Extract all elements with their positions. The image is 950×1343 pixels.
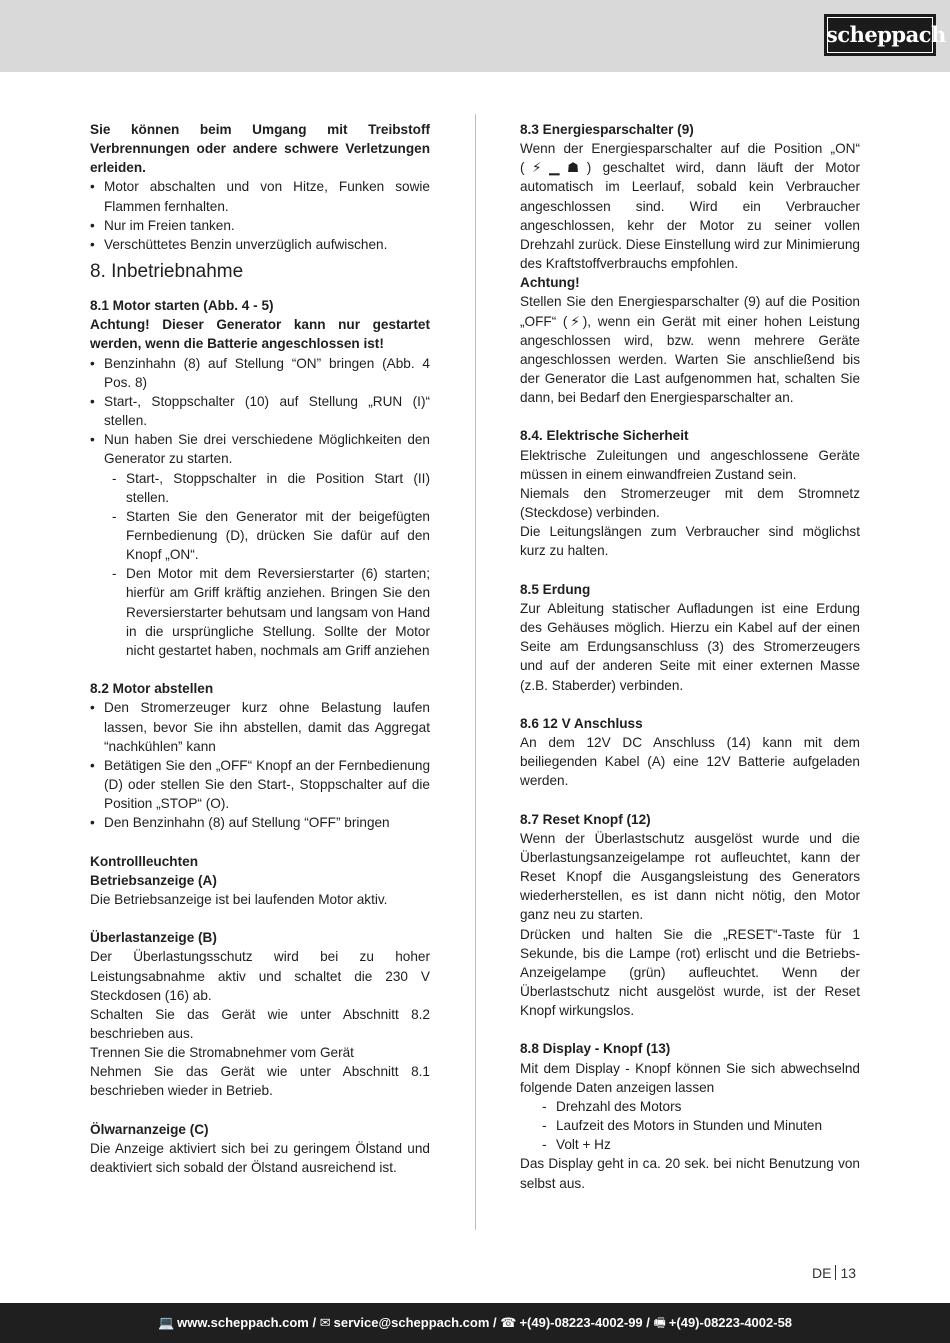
start-options-list [90, 469, 430, 661]
list-item: • Start-, Stoppschalter (10) auf Stellung „RUN (I)“ stellen. [90, 392, 430, 430]
lights-c-text: Die Anzeige aktiviert sich bei zu geringem Ölstand und deaktiviert sich sobald der Ölstand ausreichend ist. [90, 1140, 430, 1176]
display-data-list [520, 1097, 860, 1154]
list-item: • Den Stromerzeuger kurz ohne Belastung laufen lassen, bevor Sie ihn abstellen, damit das Aggregat “nachkühlen” kann [90, 698, 430, 755]
section-8-5-title: 8.5 Erdung [520, 581, 591, 597]
lights-b-text: Trennen Sie die Stromabnehmer vom Gerät [90, 1045, 354, 1061]
list-item: - Den Motor mit dem Reversierstarter (6) starten; hierfür am Griff kräftig anziehen. Bringen Sie den Reversierstarter behutsam und langsam von Hand in die ursprüngliche Stellung. Sollte der Motor nicht gestartet haben, nochmals am Griff anziehen [112, 564, 430, 660]
section-8-3-warning: Achtung! [520, 275, 580, 291]
fuel-warning: Sie können beim Umgang mit Treibstoff Verbrennungen oder andere schwere Verletzungen erleiden. [90, 122, 430, 176]
list-item: • Den Benzinhahn (8) auf Stellung “OFF” bringen [90, 813, 430, 832]
list-item: - Start-, Stoppschalter in die Position Start (II) stellen. [112, 469, 430, 507]
computer-icon: 💻 [157, 1315, 175, 1330]
list-item: • Betätigen Sie den „OFF“ Knopf an der Fernbedienung (D) oder stellen Sie den Start-, Stoppschalter auf die Position „STOP“ (O). [90, 756, 430, 813]
section-8-3-text: Stellen Sie den Energiesparschalter (9) auf die Position „OFF“ (⚡︎), wenn ein Gerät mit einer hohen Leistung angeschlossen wird, bzw. wenn mehrere Geräte angeschlossen werden. Warten Sie anschließend bis der Generator die Last aufgenommen hat, schalten Sie dann, bei Bedarf den Energiesparschalter an. [520, 294, 860, 406]
section-8-7-title: 8.7 Reset Knopf (12) [520, 811, 651, 827]
page-language: DE [812, 1265, 832, 1281]
list-item: • Nur im Freien tanken. [90, 216, 430, 235]
list-item: - Drehzahl des Motors [542, 1097, 860, 1116]
section-8-8-title: 8.8 Display - Knopf (13) [520, 1041, 671, 1057]
lights-b-text: Nehmen Sie das Gerät wie unter Abschnitt 8.1 beschrieben wieder in Betrieb. [90, 1064, 430, 1099]
start-steps-list [90, 354, 430, 469]
section-8-7-text: Drücken und halten Sie die „RESET“-Taste für 1 Sekunde, bis die Lampe (rot) erlischt und die Betriebs-Anzeigelampe (grün) aufleuchtet. Wenn der Überlastschutz nicht ausgelöst wurde, ist der Reset Knopf wirkungslos. [520, 926, 860, 1019]
section-8-5-text: Zur Ableitung statischer Aufladungen ist eine Erdung des Gehäuses möglich. Hierzu ein Kabel auf der einen Seite am Erdungsanschluss (3) des Stromerzeugers und auf der anderen Seite mit einer externen Masse (z.B. Staberder) verbinden. [520, 600, 860, 693]
section-8-1-warning: Achtung! Dieser Generator kann nur gestartet werden, wenn die Batterie angeschlossen ist! [90, 317, 430, 352]
left-column [90, 120, 430, 1177]
list-item: • Verschüttetes Benzin unverzüglich aufwischen. [90, 235, 430, 254]
website-link[interactable]: www.scheppach.com / [177, 1315, 317, 1330]
page-number [812, 1265, 856, 1281]
section-8-4-text: Niemals den Stromerzeuger mit dem Stromnetz (Steckdose) verbinden. [520, 485, 860, 521]
section-8-6-title: 8.6 12 V Anschluss [520, 715, 643, 731]
chapter-title: 8. Inbetriebnahme [90, 261, 244, 283]
section-8-7-text: Wenn der Überlastschutz ausgelöst wurde und die Überlastungsanzeigelampe rot aufleuchtet, kann der Reset Knopf die Ausgangsleistung des Generators wiederherstellen, es ist dann nicht nötig, den Motor ganz neu zu starten. [520, 830, 860, 923]
section-8-4-text: Die Leitungslängen zum Verbraucher sind möglichst kurz zu halten. [520, 524, 860, 559]
section-8-3-title: 8.3 Energiesparschalter (9) [520, 122, 694, 137]
phone-number: +(49)-08223-4002-99 / [519, 1315, 650, 1330]
section-8-8-text: Mit dem Display - Knopf können Sie sich abwechselnd folgende Daten anzeigen lassen [520, 1060, 860, 1095]
section-8-4-title: 8.4. Elektrische Sicherheit [520, 428, 689, 444]
brand-logo: scheppach [824, 14, 936, 56]
lights-b-text: Schalten Sie das Gerät wie unter Abschnitt 8.2 beschrieben aus. [90, 1006, 430, 1041]
fuel-warning-list [90, 177, 430, 254]
lights-a-text: Die Betriebsanzeige ist bei laufenden Motor aktiv. [90, 891, 388, 907]
list-item: - Laufzeit des Motors in Stunden und Minuten [542, 1116, 860, 1135]
email-icon: ✉ [319, 1315, 331, 1330]
list-item: - Volt + Hz [542, 1135, 860, 1154]
lights-title: Kontrollleuchten [90, 853, 198, 869]
list-item: • Motor abschalten und von Hitze, Funken sowie Flammen fernhalten. [90, 177, 430, 215]
fax-number: +(49)-08223-4002-58 [668, 1315, 793, 1330]
email-link[interactable]: service@scheppach.com / [333, 1315, 497, 1330]
lights-a-title: Betriebsanzeige (A) [90, 872, 217, 888]
fax-icon: 🖷 [653, 1315, 666, 1330]
page-separator [835, 1265, 836, 1280]
right-column [520, 120, 860, 1193]
list-item: • Benzinhahn (8) auf Stellung “ON” bringen (Abb. 4 Pos. 8) [90, 354, 430, 392]
list-item: • Nun haben Sie drei verschiedene Möglichkeiten den Generator zu starten. [90, 430, 430, 468]
column-divider [475, 114, 476, 1230]
section-8-2-title: 8.2 Motor abstellen [90, 681, 214, 697]
page-number-value: 13 [840, 1265, 857, 1281]
lights-b-text: Der Überlastungsschutz wird bei zu hoher Leistungsabnahme aktiv und schaltet die 230 V Steckdosen (16) ab. [90, 949, 430, 1003]
lights-b-title: Überlastanzeige (B) [90, 930, 217, 946]
section-8-3-text: Wenn der Energiesparschalter auf die Position „ON“ (⚡︎▁☗) geschaltet wird, dann läuft der Motor automatisch im Leerlauf, sobald kein Verbraucher angeschlossen sind. Wird ein Verbraucher angeschlossen, kehr der Motor zu seiner vollen Drehzahl zurück. Diese Einstellung wird zur Minimierung des Kraftstoffverbrauchs empfohlen. [520, 141, 860, 272]
stop-steps-list [90, 698, 430, 832]
section-8-6-text: An dem 12V DC Anschluss (14) kann mit dem beiliegenden Kabel (A) eine 12V Batterie aufgeladen werden. [520, 734, 860, 789]
page-header [0, 0, 950, 72]
section-8-4-text: Elektrische Zuleitungen und angeschlossene Geräte müssen in einem einwandfreien Zustand sein. [520, 447, 860, 482]
phone-icon: ☎ [500, 1315, 517, 1330]
section-8-8-text: Das Display geht in ca. 20 sek. bei nicht Benutzung von selbst aus. [520, 1156, 860, 1191]
section-8-1-title: 8.1 Motor starten (Abb. 4 - 5) [90, 298, 274, 314]
lights-c-title: Ölwarnanzeige (C) [90, 1121, 209, 1137]
list-item: - Starten Sie den Generator mit der beigefügten Fernbedienung (D), drücken Sie dafür auf den Knopf „ON“. [112, 507, 430, 564]
contact-footer [0, 1303, 950, 1343]
